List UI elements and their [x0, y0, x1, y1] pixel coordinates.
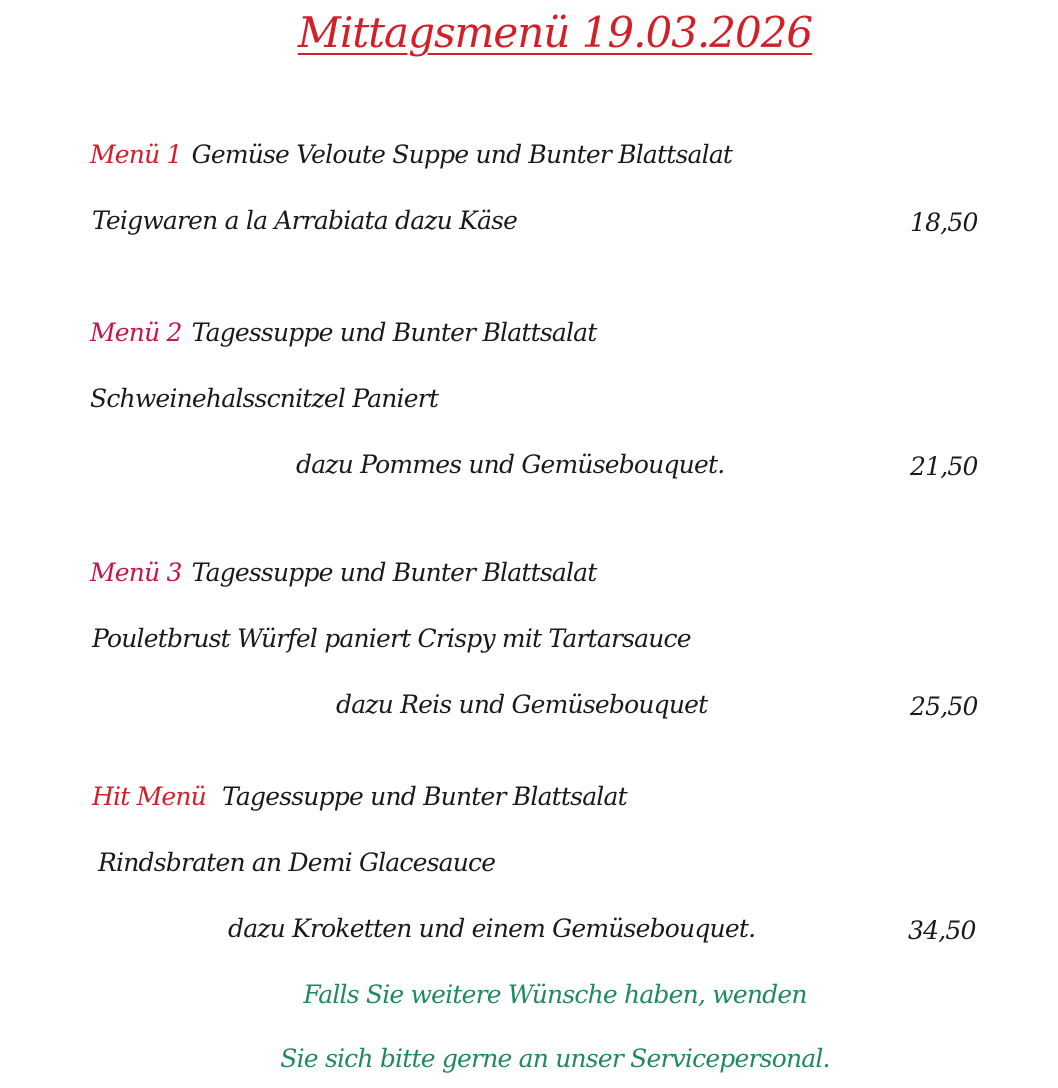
menu-1-header [90, 140, 732, 169]
menu-hit-starter: Tagessuppe und Bunter Blattsalat [222, 782, 627, 811]
page-title: Mittagsmenü 19.03.2026 [297, 8, 813, 57]
footer-note-line-2: Sie sich bitte gerne an unser Servicepersonal. [280, 1044, 830, 1073]
menu-hit-header [92, 782, 627, 811]
menu-hit-main: Rindsbraten an Demi Glacesauce [98, 848, 496, 877]
menu-3-main: Pouletbrust Würfel paniert Crispy mit Tartarsauce [92, 624, 691, 653]
menu-3-label: Menü 3 [90, 558, 182, 587]
menu-3-side: dazu Reis und Gemüsebouquet [336, 690, 708, 719]
menu-2-header [90, 318, 597, 347]
menu-3-starter: Tagessuppe und Bunter Blattsalat [191, 558, 597, 587]
menu-hit-side: dazu Kroketten und einem Gemüsebouquet. [228, 914, 756, 943]
menu-1-main: Teigwaren a la Arrabiata dazu Käse [92, 206, 518, 235]
menu-hit-label: Hit Menü [92, 782, 206, 811]
footer-note-line-1: Falls Sie weitere Wünsche haben, wenden [303, 980, 807, 1009]
menu-1-label: Menü 1 [90, 140, 182, 169]
menu-2-label: Menü 2 [90, 318, 182, 347]
menu-2-price: 21,50 [910, 452, 978, 481]
menu-2-side: dazu Pommes und Gemüsebouquet. [296, 450, 725, 479]
menu-hit-price: 34,50 [908, 916, 976, 945]
menu-2-main: Schweinehalsscnitzel Paniert [90, 384, 439, 413]
menu-3-header [90, 558, 597, 587]
menu-1-price: 18,50 [910, 208, 978, 237]
menu-3-price: 25,50 [910, 692, 978, 721]
menu-2-starter: Tagessuppe und Bunter Blattsalat [191, 318, 597, 347]
menu-1-starter: Gemüse Veloute Suppe und Bunter Blattsalat [191, 140, 733, 169]
